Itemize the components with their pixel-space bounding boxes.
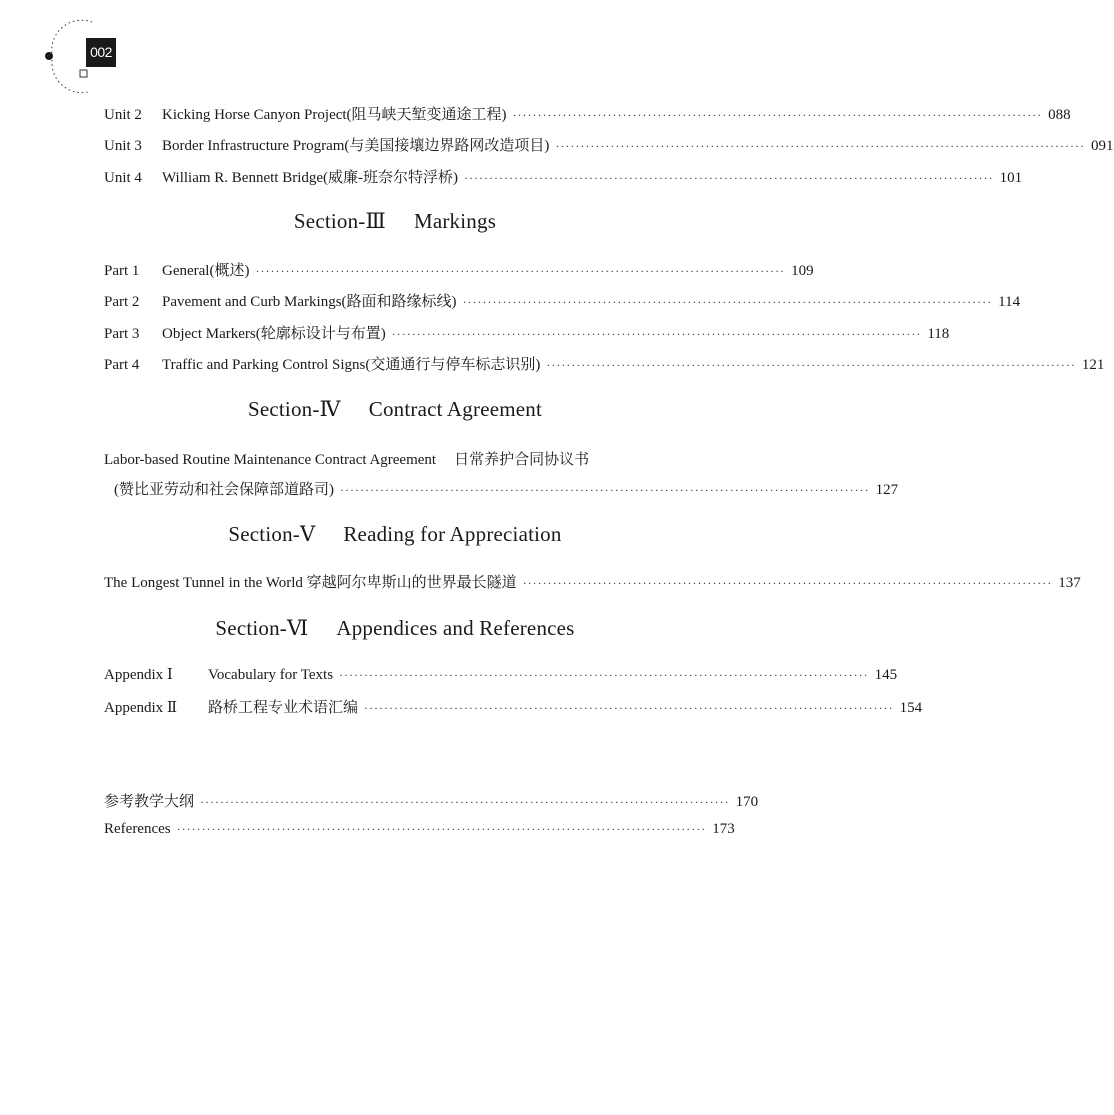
toc-page: 118 bbox=[927, 326, 950, 342]
toc-page: 114 bbox=[998, 294, 1021, 310]
toc-title: Kicking Horse Canyon Project(阻马峡天堑变通途工程) bbox=[162, 107, 507, 123]
section-title: Reading for Appreciation bbox=[343, 522, 562, 546]
toc-row-appendix-2[interactable] bbox=[104, 696, 923, 718]
toc-prefix: Part 4 bbox=[104, 357, 140, 373]
leader-dots: ·········································································································· bbox=[200, 795, 730, 809]
toc-row-part-4[interactable] bbox=[104, 353, 1105, 375]
toc-page: 101 bbox=[999, 170, 1023, 186]
toc-prefix: Appendix Ⅰ bbox=[104, 667, 173, 683]
section-heading-3 bbox=[0, 209, 790, 234]
leader-dots: ·········································································································· bbox=[340, 483, 870, 497]
toc-title-cn: 日常养护合同协议书 bbox=[454, 452, 590, 468]
toc-title-en: Labor-based Routine Maintenance Contract Agreement bbox=[104, 452, 437, 468]
toc-row-references[interactable] bbox=[104, 821, 735, 843]
toc-page: 137 bbox=[1058, 575, 1081, 591]
toc-row-unit-2[interactable] bbox=[104, 103, 1071, 125]
section-label: Section-Ⅲ bbox=[293, 209, 386, 233]
toc-title: 路桥工程专业术语汇编 bbox=[208, 700, 359, 716]
section-title: Markings bbox=[413, 209, 497, 233]
toc-page: 154 bbox=[899, 700, 923, 716]
leader-dots: ·········································································································· bbox=[255, 264, 786, 278]
toc-prefix: Unit 2 bbox=[104, 107, 142, 123]
page-number: 002 bbox=[86, 38, 116, 67]
toc-prefix: Part 2 bbox=[104, 294, 140, 310]
toc-title: References bbox=[104, 821, 171, 837]
toc-title: Traffic and Parking Control Signs(交通通行与停车标志识别) bbox=[162, 357, 541, 373]
leader-dots: ·········································································································· bbox=[364, 701, 894, 715]
toc-page: 121 bbox=[1081, 357, 1105, 373]
section-label: Section-Ⅵ bbox=[215, 616, 309, 640]
toc-row-appendix-1[interactable] bbox=[104, 665, 898, 687]
toc-page: 088 bbox=[1048, 107, 1071, 123]
toc-row-part-3[interactable] bbox=[104, 322, 950, 344]
leader-dots: ·········································································································· bbox=[176, 822, 707, 836]
toc-row-part-2[interactable] bbox=[104, 290, 1021, 312]
toc-prefix: Appendix Ⅱ bbox=[104, 700, 178, 716]
section-heading-4 bbox=[0, 397, 790, 422]
toc-prefix: Part 1 bbox=[104, 263, 140, 279]
toc-prefix: Part 3 bbox=[104, 326, 140, 342]
leader-dots: ·········································································································· bbox=[464, 171, 994, 185]
section-heading-5 bbox=[0, 522, 790, 547]
toc-title: 参考教学大纲 bbox=[104, 794, 195, 810]
toc-row-syllabus[interactable] bbox=[104, 790, 759, 812]
section-heading-6 bbox=[0, 616, 790, 641]
toc-title: (赞比亚劳动和社会保障部道路司) bbox=[114, 482, 334, 498]
toc-title: Pavement and Curb Markings(路面和路缘标线) bbox=[162, 294, 457, 310]
toc-row-unit-3[interactable] bbox=[104, 134, 1114, 156]
leader-dots: ·········································································································· bbox=[462, 295, 993, 309]
toc-row-unit-4[interactable] bbox=[104, 166, 1023, 188]
toc-page: 173 bbox=[712, 821, 735, 837]
section-title: Contract Agreement bbox=[368, 397, 543, 421]
toc-page: 109 bbox=[791, 263, 814, 279]
toc-title: Vocabulary for Texts bbox=[208, 667, 334, 683]
contract-entry-line[interactable] bbox=[104, 448, 589, 469]
toc-prefix: Unit 4 bbox=[104, 170, 142, 186]
toc-page: 170 bbox=[735, 794, 759, 810]
toc-row-part-1[interactable] bbox=[104, 259, 814, 281]
leader-dots: ·········································································································· bbox=[339, 668, 869, 682]
toc-page: 145 bbox=[874, 667, 898, 683]
leader-dots: ·········································································································· bbox=[512, 108, 1043, 122]
section-label: Section-Ⅳ bbox=[247, 397, 341, 421]
toc-prefix: Unit 3 bbox=[104, 138, 142, 154]
toc-title: William R. Bennett Bridge(威廉-班奈尔特浮桥) bbox=[162, 170, 459, 186]
toc-row-reading[interactable] bbox=[104, 571, 1081, 593]
leader-dots: ·········································································································· bbox=[555, 139, 1086, 153]
leader-dots: ·········································································································· bbox=[546, 358, 1076, 372]
leader-dots: ·········································································································· bbox=[522, 576, 1053, 590]
toc-title: General(概述) bbox=[162, 263, 250, 279]
toc-title: The Longest Tunnel in the World 穿越阿尔卑斯山的世界最长隧道 bbox=[104, 575, 517, 591]
toc-title: Border Infrastructure Program(与美国接壤边界路网改造项目) bbox=[162, 138, 550, 154]
leader-dots: ·········································································································· bbox=[391, 327, 922, 341]
toc-page: 091 bbox=[1091, 138, 1114, 154]
toc-row-contract[interactable] bbox=[114, 478, 899, 500]
section-title: Appendices and References bbox=[336, 616, 575, 640]
toc-page: 127 bbox=[875, 482, 899, 498]
section-label: Section-Ⅴ bbox=[228, 522, 316, 546]
toc-title: Object Markers(轮廓标设计与布置) bbox=[162, 326, 386, 342]
